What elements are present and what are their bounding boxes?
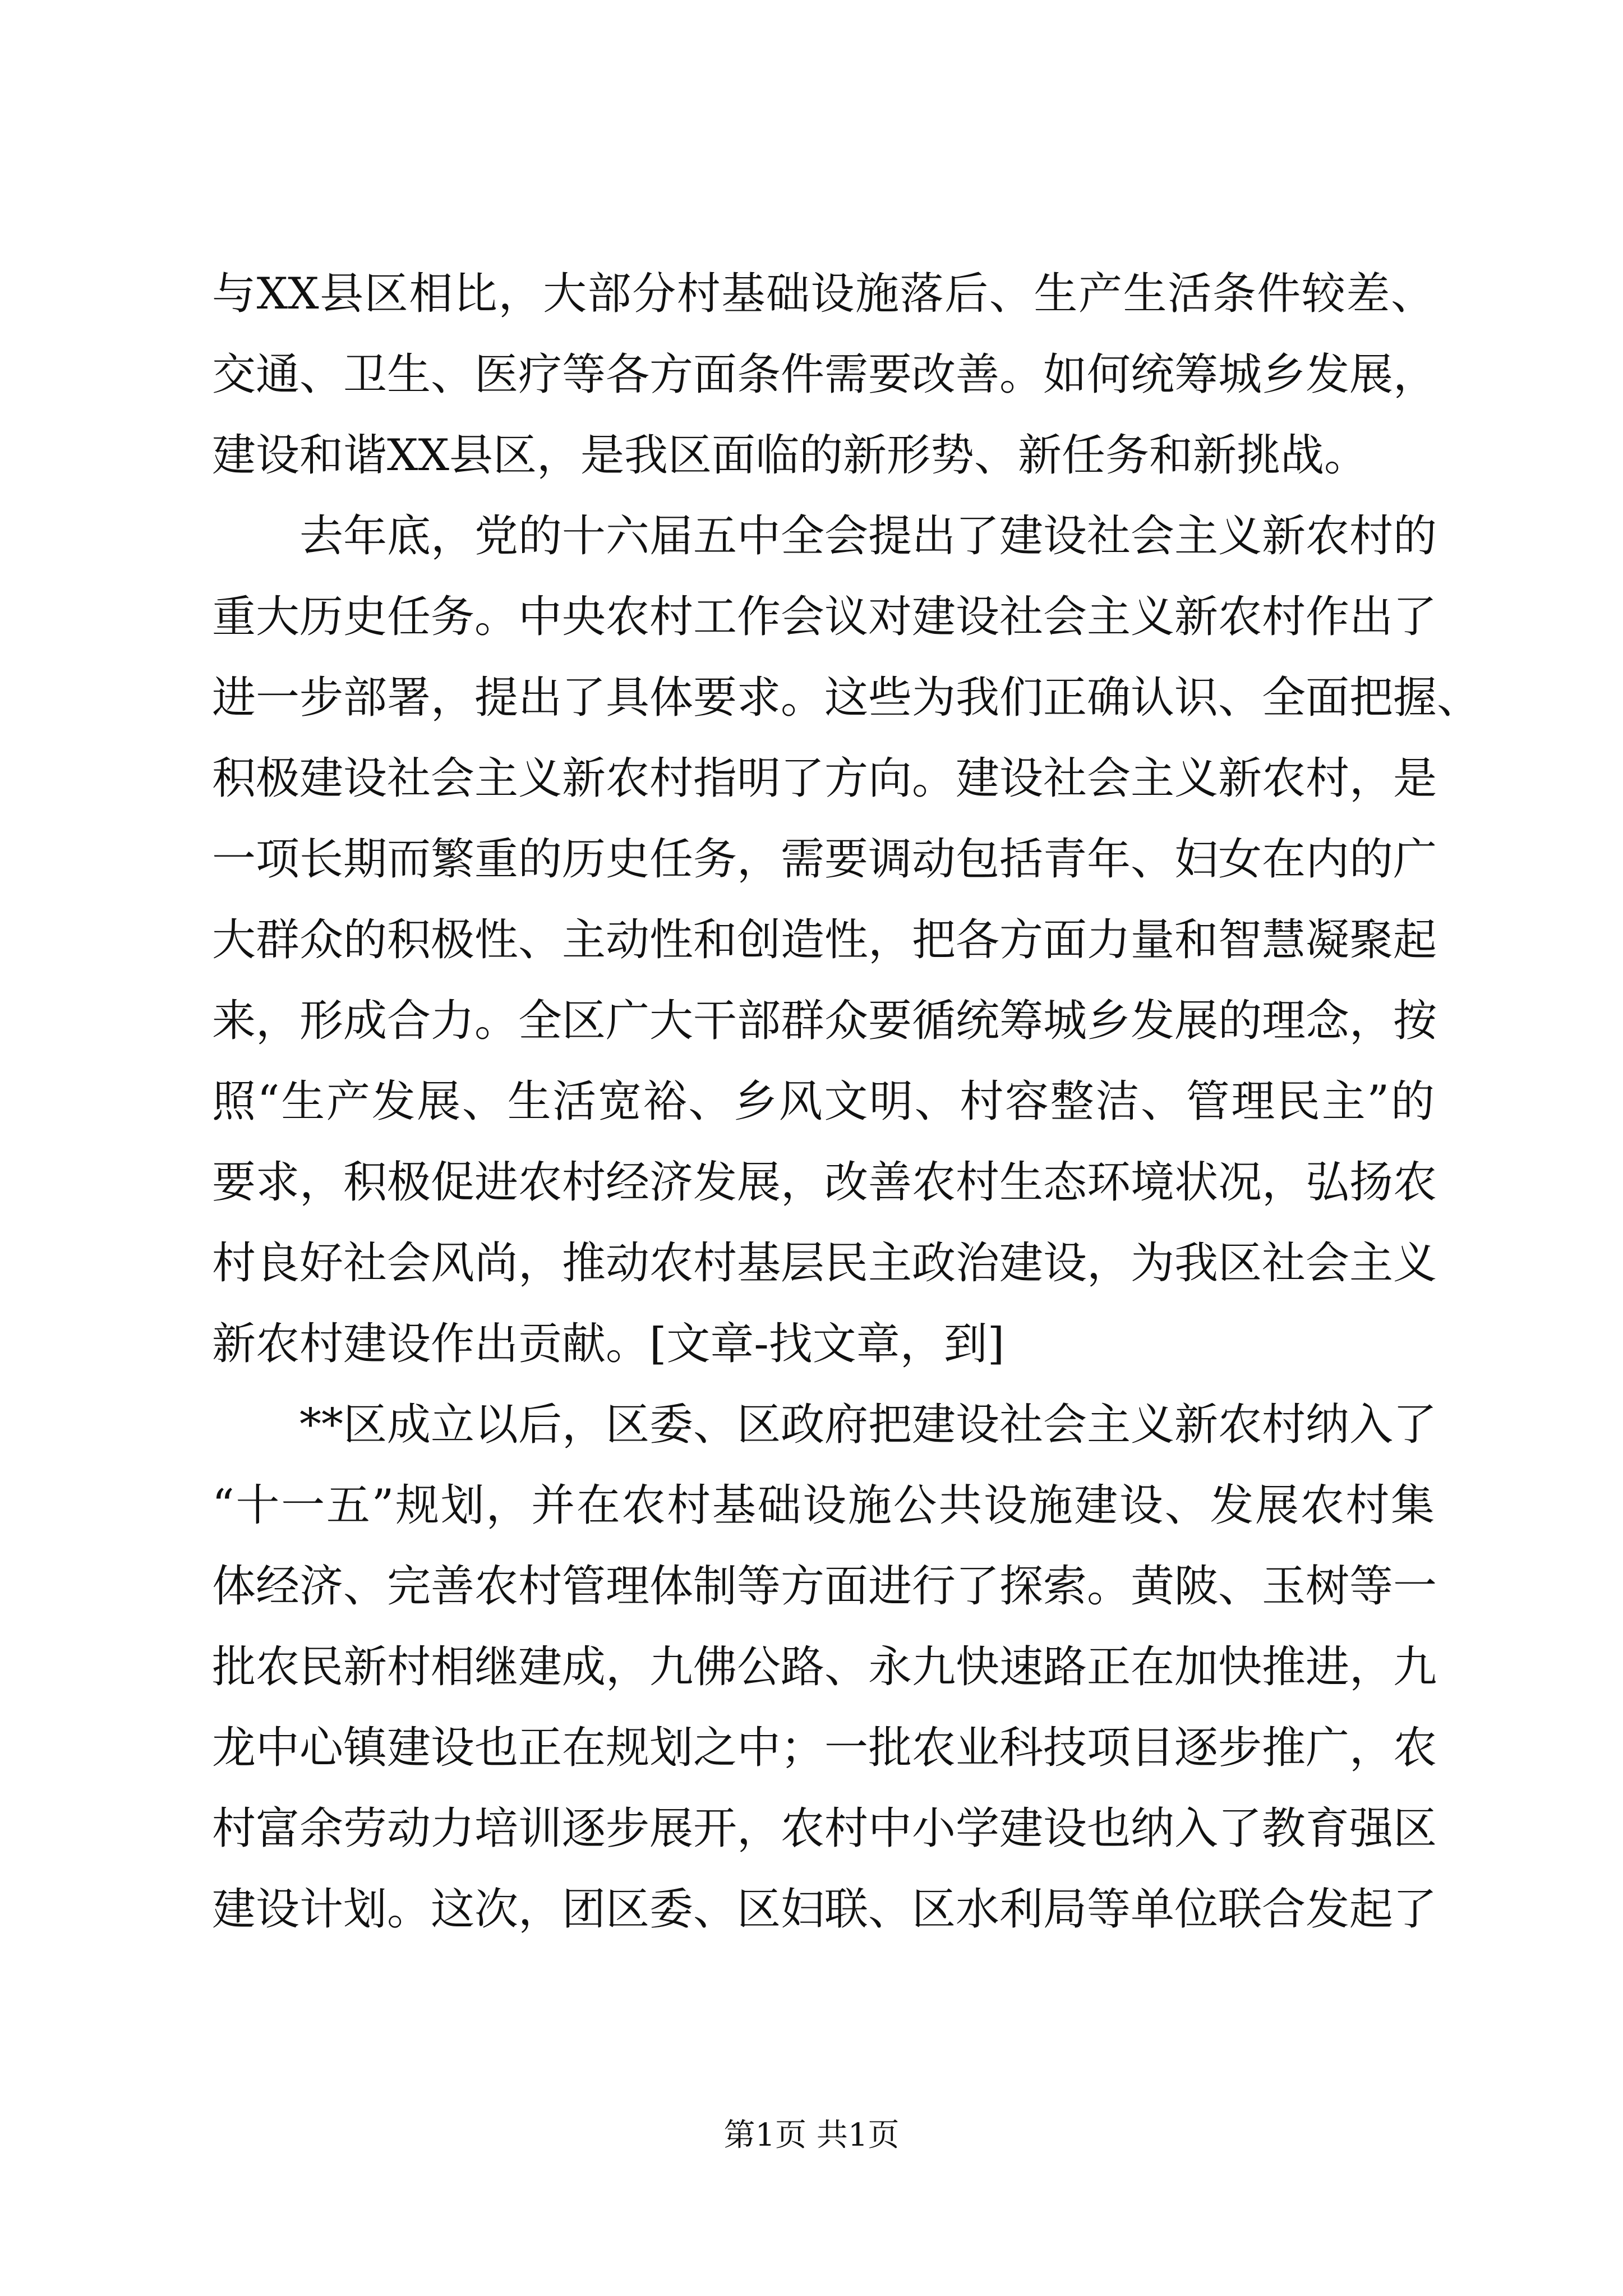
text-line: 批农民新村相继建成，九佛公路、永九快速路正在加快推进，九 [212, 1642, 1437, 1692]
text-line: 与XX县区相比，大部分村基础设施落后、生产生活条件较差、 [212, 269, 1435, 319]
text-line: “十一五”规划，并在农村基础设施公共设施建设、发展农村集 [212, 1480, 1435, 1531]
text-line: 龙中心镇建设也正在规划之中；一批农业科技项目逐步推广，农 [212, 1723, 1437, 1773]
page-number-footer: 第1页 共1页 [723, 2117, 900, 2154]
text-line: 村富余劳动力培训逐步展开，农村中小学建设也纳入了教育强区 [212, 1803, 1437, 1854]
text-line: 建设和谐XX县区，是我区面临的新形势、新任务和新挑战。 [212, 430, 1368, 481]
text-line: 要求，积极促进农村经济发展，改善农村生态环境状况，弘扬农 [212, 1157, 1437, 1208]
text-line: 新农村建设作出贡献。[文章-找文章，到] [212, 1319, 1005, 1369]
text-line: 交通、卫生、医疗等各方面条件需要改善。如何统筹城乡发展， [212, 349, 1437, 400]
paragraph-first-line: 去年底，党的十六届五中全会提出了建设社会主义新农村的 [299, 511, 1437, 562]
paragraph-first-line: **区成立以后，区委、区政府把建设社会主义新农村纳入了 [299, 1400, 1437, 1450]
text-line: 重大历史任务。中央农村工作会议对建设社会主义新农村作出了 [212, 592, 1437, 642]
text-line: 建设计划。这次，团区委、区妇联、区水利局等单位联合发起了 [212, 1884, 1437, 1935]
document-body [212, 254, 1481, 1950]
text-line: 进一步部署，提出了具体要求。这些为我们正确认识、全面把握、 [212, 673, 1481, 723]
text-line: 村良好社会风尚，推动农村基层民主政治建设，为我区社会主义 [212, 1238, 1437, 1289]
text-line: 大群众的积极性、主动性和创造性，把各方面力量和智慧凝聚起 [212, 915, 1437, 965]
text-line: 积极建设社会主义新农村指明了方向。建设社会主义新农村，是 [212, 753, 1437, 804]
text-line: 来，形成合力。全区广大干部群众要循统筹城乡发展的理念，按 [212, 996, 1437, 1046]
text-line: 照“生产发展、生活宽裕、乡风文明、村容整洁、管理民主”的 [212, 1076, 1435, 1127]
text-line: 一项长期而繁重的历史任务，需要调动包括青年、妇女在内的广 [212, 834, 1437, 885]
text-line: 体经济、完善农村管理体制等方面进行了探索。黄陂、玉树等一 [212, 1561, 1437, 1612]
